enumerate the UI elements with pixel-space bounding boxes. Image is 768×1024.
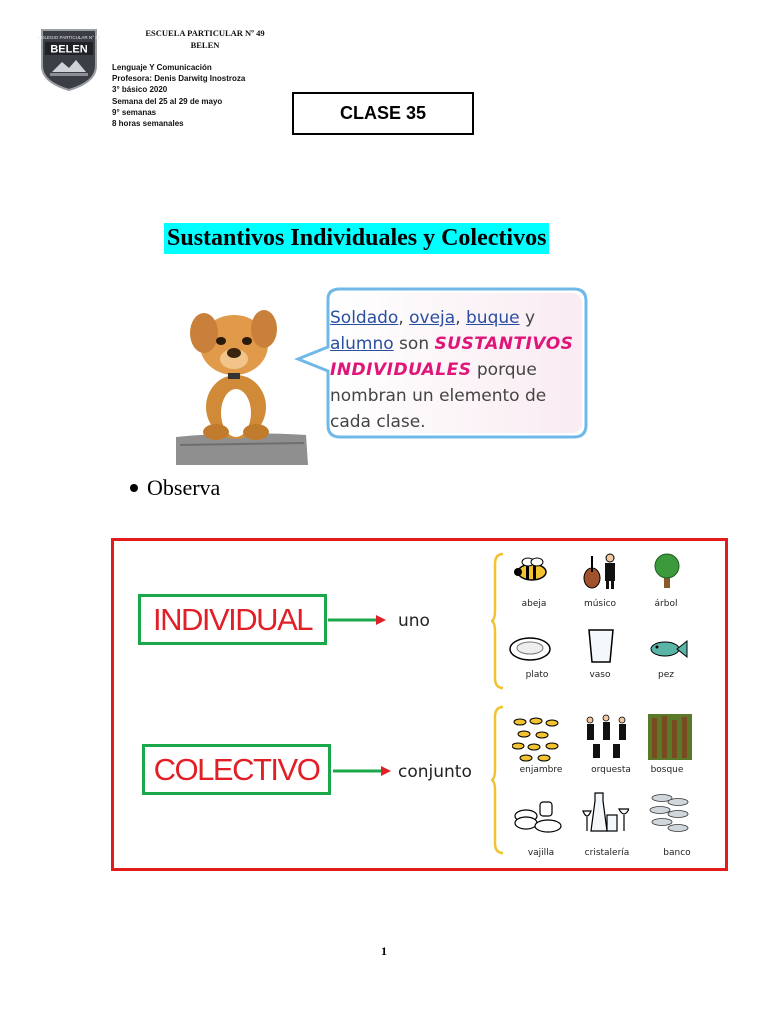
caption-vaso: vaso bbox=[589, 670, 611, 680]
swarm-icon bbox=[512, 716, 560, 762]
page-number: 1 bbox=[381, 944, 387, 958]
bullet-observa: Observa bbox=[130, 475, 220, 501]
info-grade: 3° básico 2020 bbox=[112, 85, 168, 95]
info-hours: 8 horas semanales bbox=[112, 119, 184, 129]
individual-label: INDIVIDUAL bbox=[153, 601, 312, 637]
emphasis-individuales: INDIVIDUALES bbox=[330, 360, 472, 380]
individual-label-box bbox=[138, 594, 327, 645]
caption-enjambre: enjambre bbox=[519, 765, 563, 775]
caption-plato: plato bbox=[525, 670, 549, 680]
svg-text:COLEGIO PARTICULAR N° 49: COLEGIO PARTICULAR N° 49 bbox=[38, 35, 100, 40]
class-number-box bbox=[292, 92, 474, 135]
noun-types-diagram bbox=[111, 538, 728, 871]
plate-icon bbox=[508, 634, 552, 664]
colectivo-label: COLECTIVO bbox=[153, 751, 320, 787]
tableware-icon bbox=[512, 796, 564, 836]
caption-pez: pez bbox=[658, 670, 674, 680]
svg-text:BELEN: BELEN bbox=[50, 43, 88, 56]
caption-orquesta: orquesta bbox=[591, 765, 631, 775]
caption-vajilla: vajilla bbox=[527, 848, 555, 858]
caption-banco: banco bbox=[663, 848, 691, 858]
info-teacher: Profesora: Denis Darwitg Inostroza bbox=[112, 74, 246, 84]
page-title: Sustantivos Individuales y Colectivos bbox=[164, 223, 549, 254]
caption-abeja: abeja bbox=[521, 599, 547, 609]
caption-arbol: árbol bbox=[654, 599, 678, 609]
colectivo-arrow-icon bbox=[331, 763, 393, 779]
colectivo-brace-icon bbox=[491, 705, 505, 855]
speech-bubble-text: Soldado, oveja, buque y alumno son SUSTANTIVOS INDIVIDUALES porque nombran un elemento de cada clase. bbox=[330, 308, 574, 432]
school-logo bbox=[38, 26, 100, 92]
glassware-icon bbox=[581, 791, 629, 837]
glass-icon bbox=[585, 626, 617, 666]
caption-cristaleria: cristalería bbox=[584, 848, 630, 858]
fish-icon bbox=[647, 637, 689, 661]
emphasis-sustantivos: SUSTANTIVOS bbox=[434, 334, 574, 354]
individual-arrow-icon bbox=[326, 612, 388, 628]
word-alumno: alumno bbox=[330, 334, 394, 354]
colectivo-label-box bbox=[142, 744, 331, 795]
word-buque: buque bbox=[466, 308, 520, 328]
school-of-fish-icon bbox=[648, 788, 696, 836]
musician-icon bbox=[578, 552, 622, 590]
colectivo-arrow-text: conjunto bbox=[398, 762, 472, 782]
info-week: Semana del 25 al 29 de mayo bbox=[112, 96, 223, 106]
forest-icon bbox=[648, 714, 692, 760]
info-subject: Lenguaje Y Comunicación bbox=[112, 63, 212, 72]
school-name: ESCUELA PARTICULAR Nº 49 BELEN bbox=[145, 28, 265, 50]
caption-bosque: bosque bbox=[650, 765, 684, 775]
individual-arrow-text: uno bbox=[398, 611, 430, 631]
orchestra-icon bbox=[583, 714, 631, 760]
class-number-label: CLASE 35 bbox=[339, 103, 427, 123]
word-oveja: oveja bbox=[409, 308, 456, 328]
tree-icon bbox=[649, 552, 685, 590]
caption-musico: músico bbox=[583, 599, 617, 609]
course-info bbox=[112, 62, 245, 129]
bullet-dot-icon bbox=[130, 484, 138, 492]
info-week-number: 9° semanas bbox=[112, 107, 157, 117]
bee-icon bbox=[510, 555, 552, 587]
word-soldado: Soldado bbox=[330, 308, 399, 328]
